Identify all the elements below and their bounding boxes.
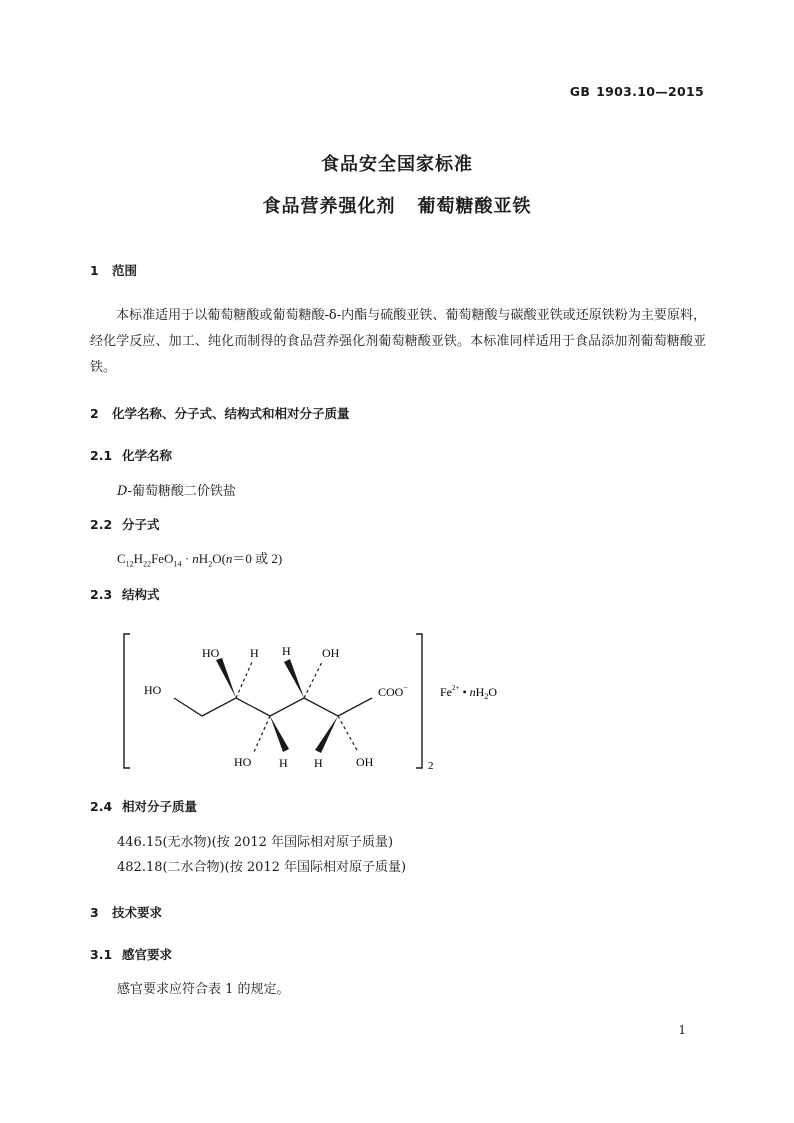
label-h-bot2: H <box>314 756 323 770</box>
label-ho-top: HO <box>202 646 220 660</box>
standard-number: 1903.10—2015 <box>596 84 704 99</box>
standard-prefix: GB <box>569 84 591 99</box>
dashed-bond <box>236 662 252 698</box>
subtitle-category: 食品营养强化剂 <box>262 196 396 217</box>
section-title: 化学名称、分子式、结构式和相对分子质量 <box>112 406 350 421</box>
formula-var: n <box>192 551 199 566</box>
label-oh-top: OH <box>322 646 340 660</box>
section-1-paragraph <box>90 303 706 381</box>
section-number: 1 <box>90 263 99 278</box>
wedge-bond <box>315 716 338 753</box>
section-3-heading <box>90 903 162 921</box>
label-h-bot1: H <box>279 756 288 770</box>
formula-sub: 2 <box>208 559 213 569</box>
section-2-3-heading <box>90 585 160 603</box>
molecular-mass-anhydrous: 446.15(无水物)(按 2012 年国际相对原子质量) <box>117 835 394 850</box>
structural-formula <box>118 628 518 776</box>
formula-part: O( <box>212 551 226 566</box>
h2o-sub: 2 <box>484 692 489 701</box>
standard-code <box>570 84 704 99</box>
label-fe-water <box>440 684 497 701</box>
left-bracket <box>124 634 130 768</box>
formula-sub: 12 <box>125 559 134 569</box>
formula-part: C <box>117 551 126 566</box>
label-h-top1: H <box>250 646 259 660</box>
section-number: 2.3 <box>90 587 113 602</box>
document-title: 食品安全国家标准 <box>321 154 473 175</box>
sensory-requirement-text: 感官要求应符合表 1 的规定。 <box>117 982 290 997</box>
paragraph-text: 本标准适用于以葡萄糖酸或葡萄糖酸-δ-内酯与硫酸亚铁、葡萄糖酸与碳酸亚铁或还原铁粉为主要原料，经化学反应、加工、纯化而制得的食品营养强化剂葡萄糖酸亚铁。本标准同样适用于食品添加剂葡萄糖酸亚铁。 <box>90 308 706 375</box>
n-text: n <box>469 685 476 699</box>
chemical-name-text: -葡萄糖酸二价铁盐 <box>127 484 236 499</box>
formula-part: H <box>133 551 144 566</box>
label-ho-bot: HO <box>234 755 252 769</box>
section-number: 2.4 <box>90 799 113 814</box>
chemical-name <box>117 480 236 499</box>
label-oh-bot: OH <box>356 755 374 769</box>
wedge-bond <box>270 716 289 752</box>
section-number: 2.2 <box>90 517 113 532</box>
dashed-bond <box>304 662 322 698</box>
bracket-subscript: 2 <box>428 760 434 772</box>
carbon-backbone <box>174 698 372 716</box>
dashed-bond <box>338 716 358 752</box>
h2o-h: H <box>475 685 485 699</box>
formula-part: FeO <box>151 551 174 566</box>
wedge-bond <box>216 658 236 698</box>
subtitle-substance: 葡萄糖酸亚铁 <box>417 196 532 217</box>
section-2-2-heading <box>90 515 160 533</box>
formula-sub: 14 <box>173 559 182 569</box>
document-subtitle <box>0 192 794 218</box>
molecular-formula <box>117 548 282 569</box>
section-3-1-heading <box>90 945 172 963</box>
dashed-bond <box>254 716 270 752</box>
fe-text: Fe <box>440 685 452 699</box>
section-number: 3 <box>90 905 99 920</box>
wedge-bond <box>284 659 304 698</box>
section-2-heading <box>90 404 350 422</box>
label-ho-left: HO <box>144 683 162 697</box>
section-title: 相对分子质量 <box>122 799 198 814</box>
right-bracket <box>416 634 422 768</box>
section-title: 分子式 <box>122 517 160 532</box>
section-2-1-heading <box>90 446 172 464</box>
section-title: 结构式 <box>122 587 160 602</box>
section-number: 3.1 <box>90 947 113 962</box>
coo-charge: − <box>403 683 408 692</box>
coo-text: COO <box>378 685 404 699</box>
formula-sub: 22 <box>143 559 152 569</box>
page-number: 1 <box>678 1023 686 1037</box>
section-2-4-heading <box>90 797 197 815</box>
section-number: 2.1 <box>90 448 113 463</box>
section-title: 技术要求 <box>112 905 163 920</box>
molecular-mass-dihydrate: 482.18(二水合物)(按 2012 年国际相对原子质量) <box>117 860 407 875</box>
dot-text: • <box>459 685 470 699</box>
section-title: 感官要求 <box>122 947 173 962</box>
fe-charge: 2+ <box>452 684 460 692</box>
d-prefix: D <box>117 484 128 499</box>
label-h-top2: H <box>282 644 291 658</box>
section-title: 化学名称 <box>122 448 173 463</box>
section-number: 2 <box>90 406 99 421</box>
formula-part: · <box>181 551 193 566</box>
label-coo <box>378 683 408 699</box>
section-1-heading <box>90 261 137 279</box>
formula-var: n <box>225 551 233 566</box>
section-title: 范围 <box>112 263 138 278</box>
formula-part: H <box>198 551 209 566</box>
formula-part: ＝0 或 2) <box>232 551 283 566</box>
h2o-o: O <box>488 685 497 699</box>
